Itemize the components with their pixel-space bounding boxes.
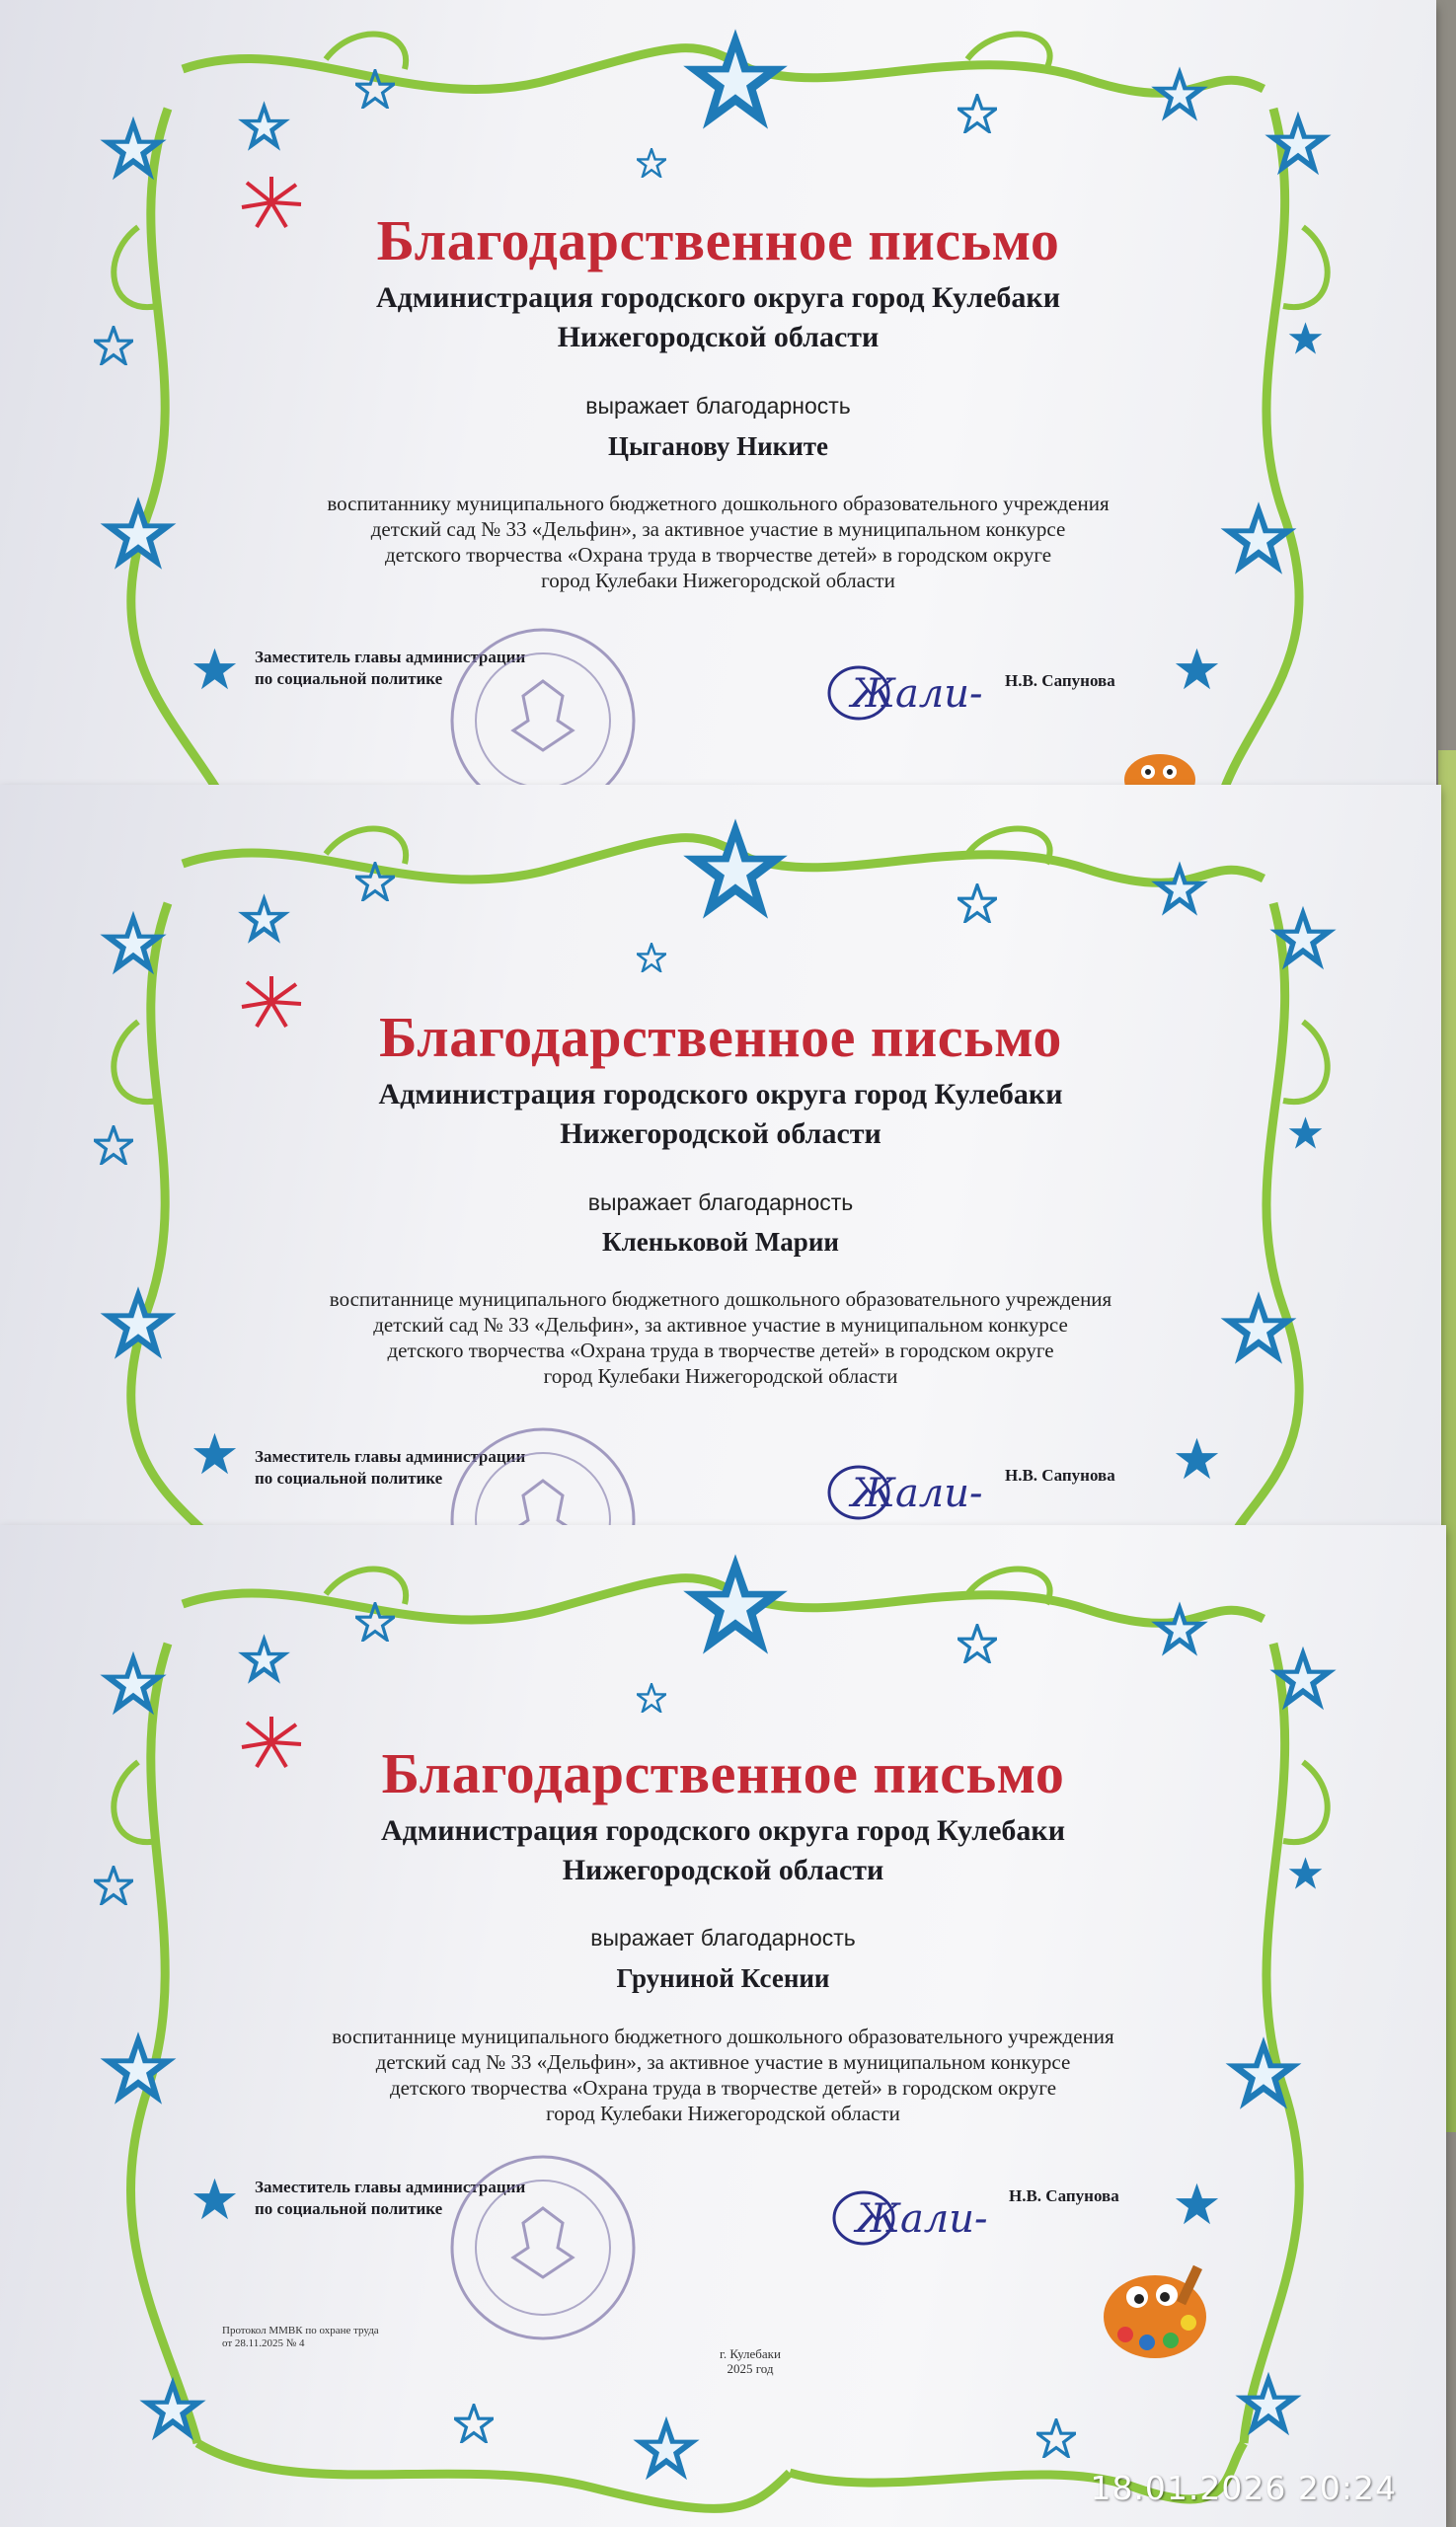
small-star-icon [355,1602,395,1642]
star-icon [1264,109,1333,178]
big-star-icon [681,814,790,923]
small-star-icon [958,1624,997,1663]
small-star-icon [637,148,666,178]
star-icon [1150,64,1209,123]
body-line-1: воспитаннице муниципального бюджетного дошкольного образовательного учреждения [329,1287,1112,1311]
signature-icon [824,2177,1002,2256]
small-star-icon [958,883,997,923]
signer-position: Заместитель главы администрации по социальной политике [255,2178,526,2218]
star-icon [237,891,291,946]
recipient-name: Кленьковой Марии [602,1227,839,1257]
body-line-1: воспитаннику муниципального бюджетного дошкольного образовательного учреждения [327,492,1110,515]
protocol-line-1: Протокол ММВК по охране труда [222,2325,379,2336]
body-line-2: детский сад № 33 «Дельфин», за активное участие в муниципальном конкурсе [370,517,1066,541]
organization-line-2: Нижегородской области [562,1854,884,1886]
body-line-3: детского творчества «Охрана труда в творчестве детей» в городском округе [384,543,1052,567]
thanks-phrase: выражает благодарность [590,1925,856,1951]
recipient-name: Груниной Ксении [616,1963,830,1993]
certificate-2 [0,785,1441,1535]
small-star-icon [192,647,237,691]
big-star-icon [681,1550,790,1658]
body-line-4: город Кулебаки Нижегородской области [543,1364,898,1388]
star-icon [237,1632,291,1686]
signer-position: Заместитель главы администрации по социальной политике [255,1447,526,1488]
svg-text:Жали-: Жали- [851,1471,983,1516]
protocol-note [222,2325,439,2350]
svg-text:Жали-: Жали- [851,671,983,717]
organization-line-2: Нижегородской области [557,321,880,353]
stamp-icon [444,2149,642,2346]
organization-line-1: Администрация городского округа город Кулебаки [380,1814,1066,1847]
small-star-icon [192,1431,237,1476]
body-line-3: детского творчества «Охрана труда в творчестве детей» в городском округе [387,1339,1054,1362]
small-star-icon [1175,1436,1219,1481]
signature-icon [819,651,997,730]
star-icon [138,2374,207,2443]
star-icon [632,2413,701,2483]
body-line-4: город Кулебаки Нижегородской области [541,569,895,592]
certificate-title: Благодарственное письмо [379,1005,1062,1069]
photo-timestamp: 18.01.2026 20:24 [1090,2469,1397,2507]
recipient-name: Цыганову Никите [607,431,829,461]
certificate-title: Благодарственное письмо [381,1741,1065,1805]
star-icon [99,1648,168,1718]
organization-line-1: Администрация городского округа город Кулебаки [375,281,1061,314]
small-star-icon [355,862,395,901]
stamp-icon [444,622,642,790]
star-icon [1150,1599,1209,1658]
city: г. Кулебаки [720,2346,781,2361]
place-and-year [681,2346,819,2376]
star-icon [99,114,168,183]
star-icon [99,908,168,977]
thanks-phrase: выражает благодарность [587,1189,854,1215]
body-line-1: воспитаннице муниципального бюджетного дошкольного образовательного учреждения [332,2025,1114,2048]
star-icon [237,99,291,153]
organization-line-1: Администрация городского округа город Кулебаки [378,1078,1063,1110]
certificate-title: Благодарственное письмо [376,208,1060,272]
star-icon [1234,2369,1303,2438]
signature-icon [819,1451,997,1530]
year: 2025 год [727,2361,774,2376]
body-line-4: город Кулебаки Нижегородской области [546,2102,900,2125]
signer-position: Заместитель главы администрации по социальной политике [255,648,526,688]
big-star-icon [681,25,790,133]
body-line-3: детского творчества «Охрана труда в творчестве детей» в городском округе [389,2076,1057,2100]
star-icon [1268,903,1338,972]
star-icon [1150,859,1209,918]
body-line-2: детский сад № 33 «Дельфин», за активное участие в муниципальном конкурсе [373,1313,1068,1337]
certificate-1 [0,0,1436,790]
signer-name: Н.В. Сапунова [1005,1466,1115,1485]
paint-palette-mascot-icon [1096,2256,1214,2364]
certificate-3 [0,1525,1446,2527]
svg-text:Жали-: Жали- [856,2196,988,2242]
protocol-line-2: от 28.11.2025 № 4 [222,2337,305,2349]
paint-palette-mascot-icon [1120,750,1199,790]
small-star-icon [637,943,666,972]
small-star-icon [355,69,395,109]
body-line-2: детский сад № 33 «Дельфин», за активное участие в муниципальном конкурсе [375,2050,1071,2074]
small-star-icon [1175,2182,1219,2226]
small-star-icon [958,94,997,133]
small-star-icon [1036,2418,1076,2458]
small-star-icon [192,2177,237,2221]
small-star-icon [454,2404,494,2443]
star-icon [1268,1644,1338,1713]
signer-name: Н.В. Сапунова [1005,671,1115,690]
small-star-icon [637,1683,666,1713]
signer-name: Н.В. Сапунова [1009,2186,1119,2205]
organization-line-2: Нижегородской области [560,1117,881,1150]
small-star-icon [1175,647,1219,691]
stamp-icon [444,1421,642,1535]
thanks-phrase: выражает благодарность [585,393,851,419]
